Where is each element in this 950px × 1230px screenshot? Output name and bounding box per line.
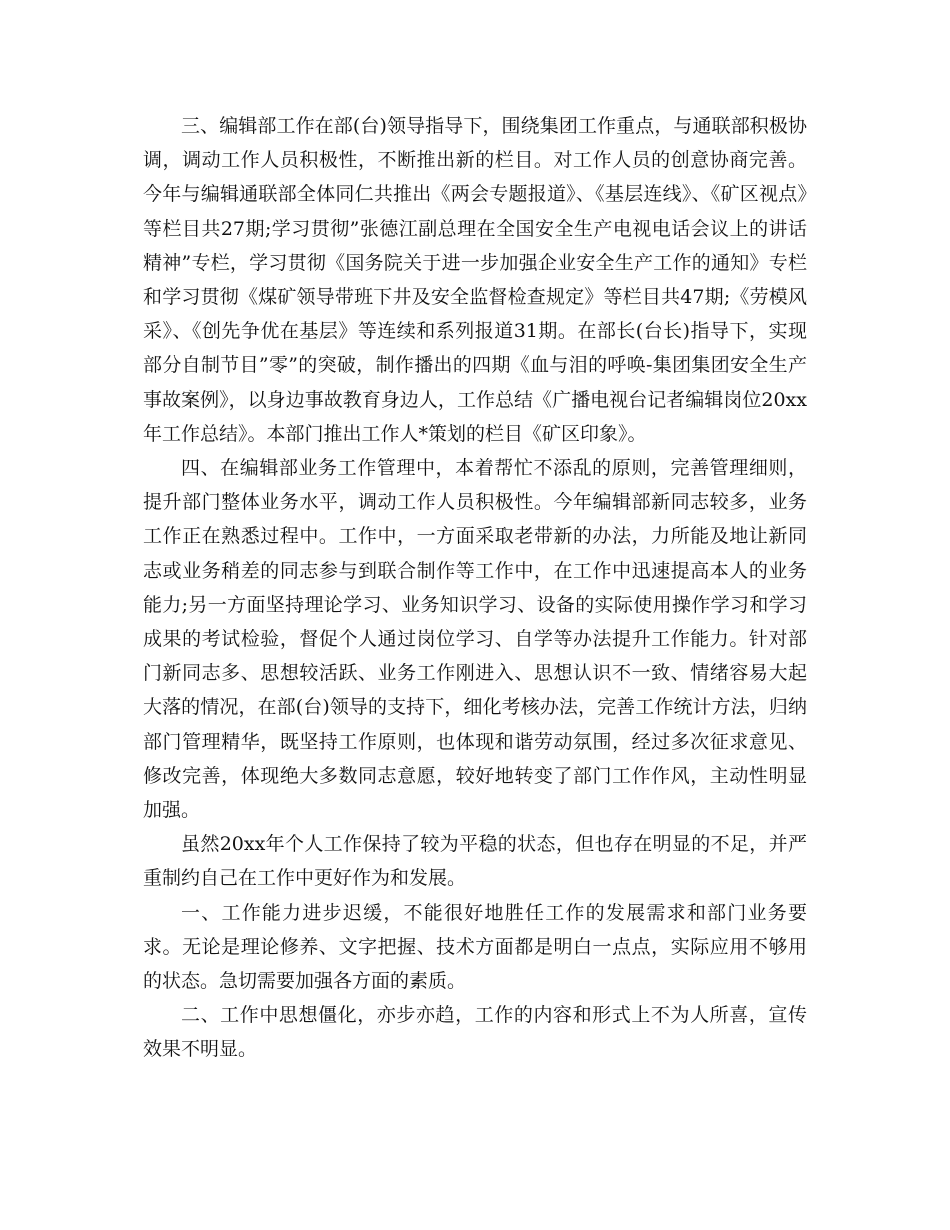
- paragraph-editing-work: 三、编辑部工作在部(台)领导指导下，围绕集团工作重点，与通联部积极协调，调动工作人员积极性，不断推出新的栏目。对工作人员的创意协商完善。今年与编辑通联部全体同仁共推出《两会专题报道》、《基层连线》、《矿区视点》等栏目共27期;学习贯彻”张德江副总理在全国安全生产电视电话会议上的讲话精神”专栏，学习贯彻《国务院关于进一步加强企业安全生产工作的通知》专栏和学习贯彻《煤矿领导带班下井及安全监督检查规定》等栏目共47期;《劳模风采》、《创先争优在基层》等连续和系列报道31期。在部长(台长)指导下，实现部分自制节目”零”的突破，制作播出的四期《血与泪的呼唤-集团集团安全生产事故案例》，以身边事故教育身边人，工作总结《广播电视台记者编辑岗位20xx年工作总结》。本部门推出工作人*策划的栏目《矿区印象》。: [143, 115, 807, 445]
- paragraph-management: 四、在编辑部业务工作管理中，本着帮忙不添乱的原则，完善管理细则，提升部门整体业务水平，调动工作人员积极性。今年编辑部新同志较多，业务工作正在熟悉过程中。工作中，一方面采取老带新的办法，力所能及地让新同志或业务稍差的同志参与到联合制作等工作中，在工作中迅速提高本人的业务能力;另一方面坚持理论学习、业务知识学习、设备的实际使用操作学习和学习成果的考试检验，督促个人通过岗位学习、自学等办法提升工作能力。针对部门新同志多、思想较活跃、业务工作刚进入、思想认识不一致、情绪容易大起大落的情况，在部(台)领导的支持下，细化考核办法，完善工作统计方法，归纳部门管理精华，既坚持工作原则，也体现和谐劳动氛围，经过多次征求意见、修改完善，体现绝大多数同志意愿，较好地转变了部门工作作风，主动性明显加强。: [143, 457, 807, 822]
- paragraph-shortcomings-intro: 虽然20xx年个人工作保持了较为平稳的状态，但也存在明显的不足，并严重制约自己在工作中更好作为和发展。: [143, 833, 807, 890]
- paragraph-shortcoming-ability: 一、工作能力进步迟缓，不能很好地胜任工作的发展需求和部门业务要求。无论是理论修养、文字把握、技术方面都是明白一点点，实际应用不够用的状态。急切需要加强各方面的素质。: [143, 901, 807, 993]
- paragraph-shortcoming-thinking: 二、工作中思想僵化，亦步亦趋，工作的内容和形式上不为人所喜，宣传效果不明显。: [143, 1004, 807, 1061]
- document-page: [143, 109, 807, 1067]
